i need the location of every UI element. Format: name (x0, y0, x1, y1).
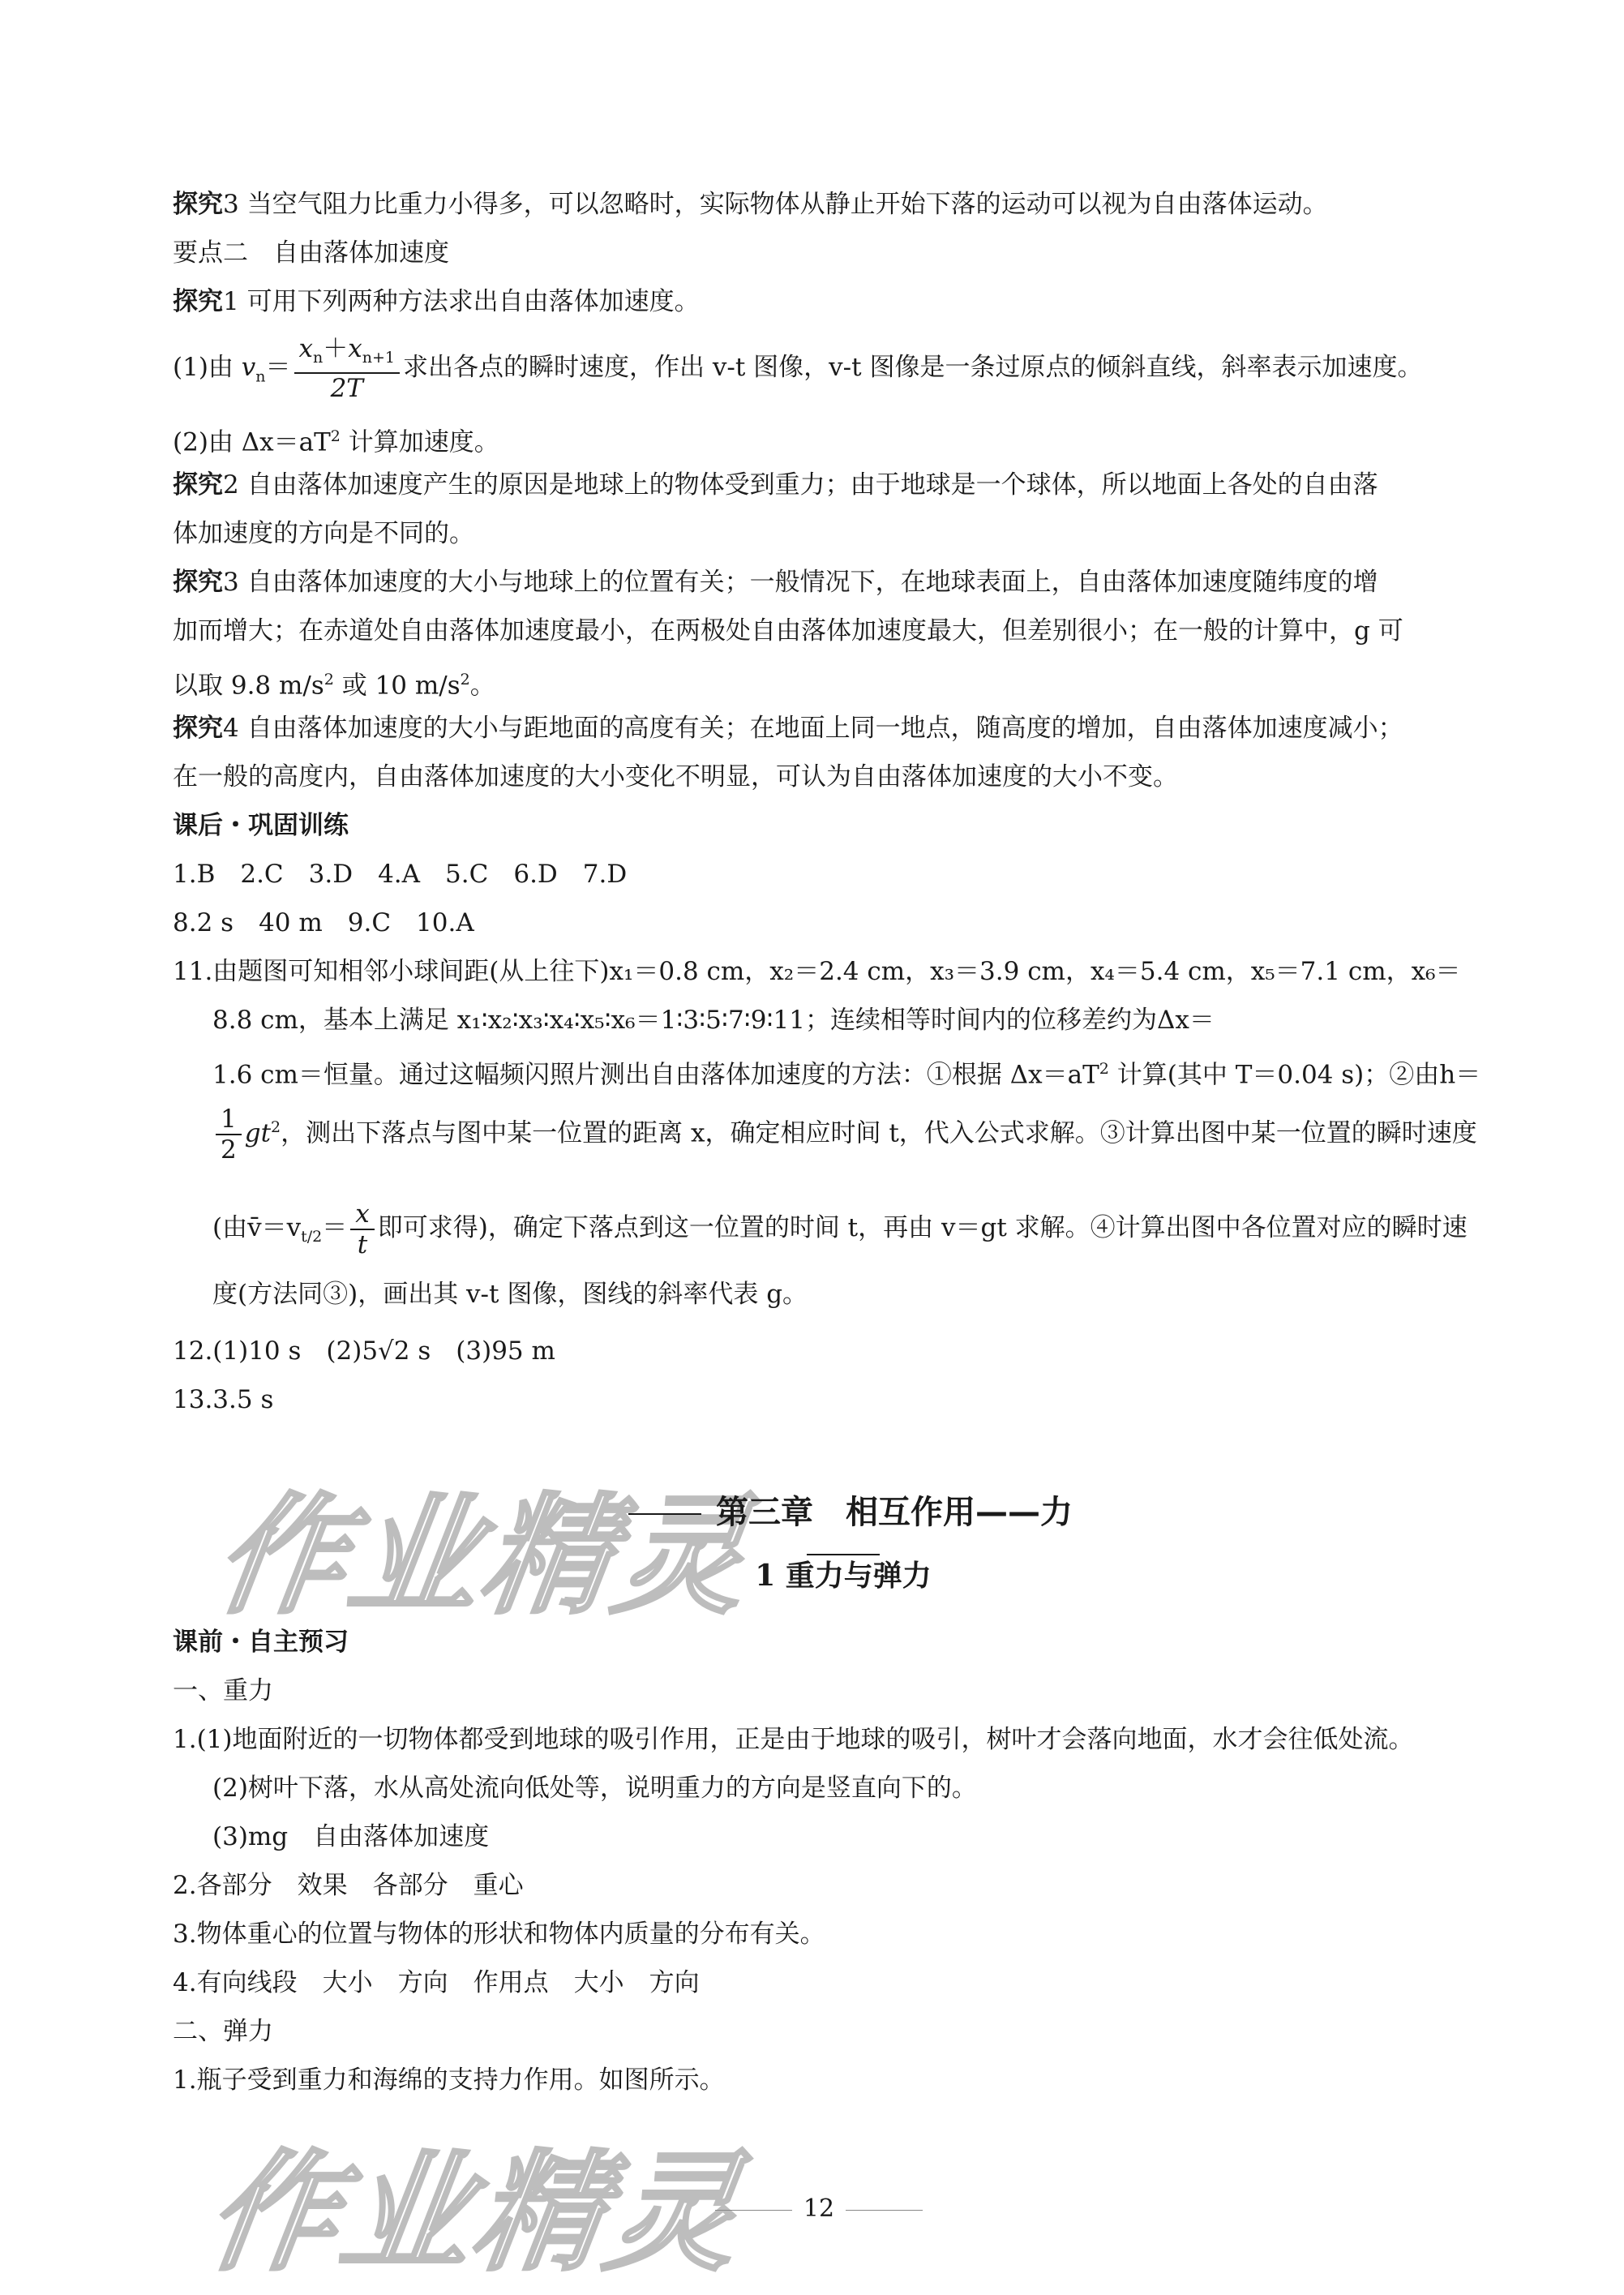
inquiry-label: 探究 (173, 470, 223, 500)
chapter-rule-left (628, 1513, 701, 1515)
page-number: 12 (803, 2194, 835, 2223)
footer-rule-right (846, 2210, 923, 2211)
answer-line: 13.3.5 s (173, 1385, 274, 1414)
answer-line: 度(方法同③)，画出其 v-t 图像，图线的斜率代表 g。 (212, 1280, 808, 1309)
inquiry-label: 探究 (173, 714, 223, 743)
answer-line: 4.有向线段 大小 方向 作用点 大小 方向 (173, 1968, 700, 1997)
answer-line: 3.物体重心的位置与物体的形状和物体内质量的分布有关。 (173, 1920, 825, 1949)
inquiry-label: 探究 (173, 190, 223, 219)
after-class-heading: 课后・巩固训练 (173, 811, 349, 840)
answer-line: 8.8 cm，基本上满足 x₁∶x₂∶x₃∶x₄∶x₅∶x₆＝1∶3∶5∶7∶9∶11；连续相等时间内的位移差约为Δx＝ (212, 1006, 1215, 1035)
answer-line: 11.由题图可知相邻小球间距(从上往下)x₁＝0.8 cm，x₂＝2.4 cm，x₃＝3.9 cm，x₄＝5.4 cm，x₅＝7.1 cm，x₆＝ (173, 957, 1461, 986)
velocity-fraction: $\frac{x_n+x_{n+1}}{2T}$ (294, 334, 400, 403)
formula-line: (2)由 $\Delta x=aT^2$ 计算加速度。 (173, 427, 499, 457)
text-line: 探究4 自由落体加速度的大小与距地面的高度有关；在地面上同一地点，随高度的增加，自由落体加速度减小； (173, 714, 1403, 743)
answer-line: (由$v̄=v_{t/2}=$ $\frac{x}{t}$ 即可求得)，确定下落点到这一位置的时间 t，再由 v＝gt 求解。④计算出图中各位置对应的瞬时速 (212, 1199, 1468, 1259)
footer-rule-left (715, 2210, 792, 2211)
watermark-top: 作业精灵 (206, 1480, 761, 1632)
formula-line: (1)由 $v_n=$ $\frac{x_n+x_{n+1}}{2T}$ 求出各点的瞬时速度，作出 v-t 图像，v-t 图像是一条过原点的倾斜直线，斜率表示加速度。 (173, 334, 1423, 404)
text-line: 体加速度的方向是不同的。 (173, 519, 474, 548)
inquiry-label: 探究 (173, 568, 223, 597)
answer-line: $\frac{1}{2}$ $gt^2$，测出下落点与图中某一位置的距离 x，确定相应时间 t，代入公式求解。③计算出图中某一位置的瞬时速度 (212, 1096, 1477, 1165)
inquiry-label: 探究 (173, 287, 223, 316)
text-line: 探究1 可用下列两种方法求出自由落体加速度。 (173, 287, 700, 316)
text-line: 探究3 自由落体加速度的大小与地球上的位置有关；一般情况下，在地球表面上，自由落体加速度随纬度的增 (173, 568, 1378, 597)
half-fraction: $\frac{1}{2}$ (216, 1105, 242, 1165)
answer-line: 8.2 s 40 m 9.C 10.A (173, 908, 474, 937)
chapter-rule-right (807, 1554, 880, 1555)
text-line: 在一般的高度内，自由落体加速度的大小变化不明显，可认为自由落体加速度的大小不变。 (173, 762, 1178, 791)
x-over-t-fraction: $\frac{x}{t}$ (350, 1199, 374, 1259)
subsection-heading: 二、弹力 (173, 2017, 273, 2046)
subsection-heading: 一、重力 (173, 1676, 273, 1705)
answer-line: 2.各部分 效果 各部分 重心 (173, 1871, 524, 1900)
page-footer (697, 2193, 941, 2225)
answer-line: 1.B 2.C 3.D 4.A 5.C 6.D 7.D (173, 860, 628, 889)
answer-line: (3)mg 自由落体加速度 (212, 1822, 490, 1851)
text-line: 以取 9.8 $m/s^2$ 或 10 $m/s^2$。 (173, 671, 495, 701)
pre-class-heading: 课前・自主预习 (173, 1628, 349, 1657)
answer-line: 1.6 cm＝恒量。通过这幅频闪照片测出自由落体加速度的方法：①根据 $\Delta x=aT^2$ 计算(其中 T＝0.04 s)；②由h＝ (212, 1060, 1481, 1090)
text-line: 加而增大；在赤道处自由落体加速度最小，在两极处自由落体加速度最大，但差别很小；在一般的计算中，g 可 (173, 616, 1403, 646)
lesson-title: 1 重力与弹力 (755, 1559, 932, 1593)
text-line: 探究2 自由落体加速度产生的原因是地球上的物体受到重力；由于地球是一个球体，所以地面上各处的自由落 (173, 470, 1378, 500)
answer-line: 1.(1)地面附近的一切物体都受到地球的吸引作用，正是由于地球的吸引，树叶才会落向地面，水才会往低处流。 (173, 1725, 1414, 1754)
text-line: 探究3 当空气阻力比重力小得多，可以忽略时，实际物体从静止开始下落的运动可以视为自由落体运动。 (173, 190, 1328, 219)
answer-line: 1.瓶子受到重力和海绵的支持力作用。如图所示。 (173, 2066, 725, 2095)
watermark-bottom: 作业精灵 (198, 2137, 752, 2289)
answer-line: (2)树叶下落，水从高处流向低处等，说明重力的方向是竖直向下的。 (212, 1774, 977, 1803)
chapter-title: 第三章 相互作用——力 (568, 1492, 1119, 1573)
answer-line: 12.(1)10 s (2)5√2 s (3)95 m (173, 1336, 555, 1366)
key-point-heading: 要点二 自由落体加速度 (173, 238, 449, 268)
